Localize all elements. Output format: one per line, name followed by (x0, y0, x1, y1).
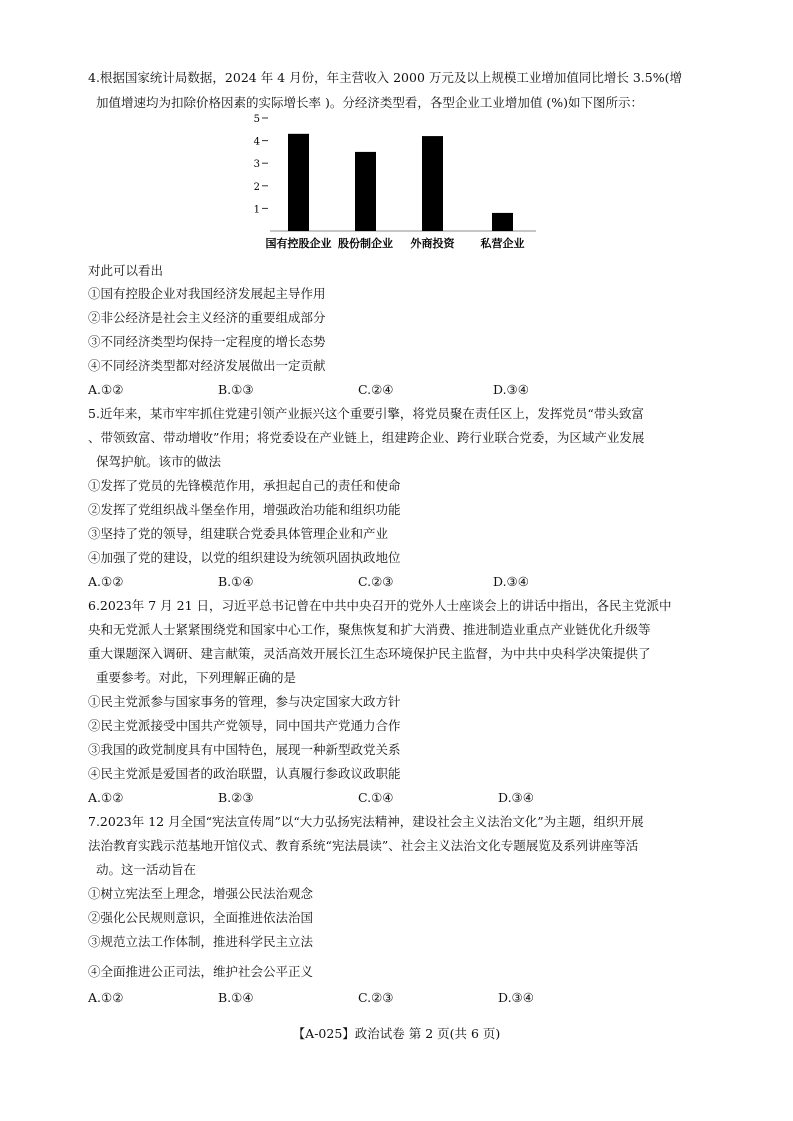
q4-options (88, 381, 708, 399)
bar-2 (355, 152, 376, 231)
q4-stem-line-2: 加值增速均为扣除价格因素的实际增长率 )。分经济类型看，各型企业工业增加值 (%)如下图所示： (96, 95, 643, 110)
y-tick-label: 3 (253, 159, 260, 171)
q6-options (88, 789, 708, 807)
bar-chart (240, 112, 540, 252)
q4-option-d[interactable]: D.③④ (493, 382, 529, 397)
q4-statement-4: ④不同经济类型都对经济发展做出一定贡献 (88, 358, 326, 373)
q7-option-d[interactable]: D.③④ (498, 990, 534, 1005)
q4-option-a[interactable]: A.①② (88, 382, 124, 397)
q5-option-b[interactable]: B.①④ (218, 574, 254, 589)
q6-option-a[interactable]: A.①② (88, 790, 124, 805)
page-footer: 【A-025】政治试卷 第 2 页(共 6 页) (292, 1026, 501, 1041)
bar-1 (288, 134, 309, 231)
q6-stem-line-1: 6.2023年 7 月 21 日，习近平总书记曾在中共中央召开的党外人士座谈会上的讲话中指出，各民主党派中 (88, 598, 672, 613)
q5-options (88, 573, 708, 591)
q4-option-c[interactable]: C.②④ (358, 382, 394, 397)
q6-stem-line-3: 重大课题深入调研、建言献策，灵活高效开展长江生态环境保护民主监督，为中共中央科学决策提供了 (88, 646, 651, 661)
bar-4 (492, 213, 513, 231)
y-tick-label: 1 (253, 204, 260, 216)
x-category-label: 外商投资 (410, 237, 455, 250)
q6-option-d[interactable]: D.③④ (498, 790, 534, 805)
q6-statement-3: ③我国的政党制度具有中国特色，展现一种新型政党关系 (88, 742, 401, 757)
q6-statement-4: ④民主党派是爱国者的政治联盟，认真履行参政议政职能 (88, 766, 401, 781)
q5-stem-line-3: 保驾护航。该市的做法 (96, 454, 222, 469)
q7-stem-line-1: 7.2023年 12 月全国“宪法宣传周”以“大力弘扬宪法精神，建设社会主义法治文化”为主题，组织开展 (88, 814, 644, 829)
y-tick-label: 2 (253, 181, 260, 193)
q6-statement-2: ②民主党派接受中国共产党领导，同中国共产党通力合作 (88, 718, 401, 733)
q5-statement-4: ④加强了党的建设，以党的组织建设为统领巩固执政地位 (88, 550, 401, 565)
q7-statement-2: ②强化公民规则意识，全面推进依法治国 (88, 910, 314, 925)
q6-stem-line-4: 重要参考。对此，下列理解正确的是 (96, 670, 297, 685)
q4-stem-line-1: 4.根据国家统计局数据，2024 年 4 月份，年主营收入 2000 万元及以上规模工业增加值同比增长 3.5%(增 (88, 70, 682, 85)
q5-statement-1: ①发挥了党员的先锋模范作用，承担起自己的责任和使命 (88, 478, 401, 493)
q7-statement-3: ③规范立法工作体制，推进科学民主立法 (88, 934, 314, 949)
q5-option-c[interactable]: C.②③ (358, 574, 394, 589)
q5-stem-line-1: 5.近年来，某市牢牢抓住党建引领产业振兴这个重要引擎，将党员聚在责任区上，发挥党员“带头致富 (88, 406, 644, 421)
q4-lead-in: 对此可以看出 (88, 263, 164, 278)
y-axis-ticks (254, 114, 268, 215)
q7-option-a[interactable]: A.①② (88, 990, 124, 1005)
q6-stem-line-2: 央和无党派人士紧紧围绕党和国家中心工作，聚焦恢复和扩大消费、推进制造业重点产业链优化升级等 (88, 622, 651, 637)
x-category-label: 私营企业 (480, 237, 525, 250)
y-tick-label: 5 (253, 114, 260, 125)
q5-statement-2: ②发挥了党组织战斗堡垒作用，增强政治功能和组织功能 (88, 502, 401, 517)
q4-statement-1: ①国有控股企业对我国经济发展起主导作用 (88, 286, 326, 301)
q5-option-a[interactable]: A.①② (88, 574, 124, 589)
x-category-label: 股份制企业 (338, 237, 393, 250)
q7-stem-line-2: 法治教育实践示范基地开馆仪式、教育系统“宪法晨读”、社会主义法治文化专题展览及系列讲座等活 (88, 838, 639, 853)
q4-statement-3: ③不同经济类型均保持一定程度的增长态势 (88, 334, 326, 349)
q7-option-c[interactable]: C.②③ (358, 990, 394, 1005)
q7-statement-1: ①树立宪法至上理念，增强公民法治观念 (88, 886, 314, 901)
bars (270, 134, 536, 231)
y-tick-label: 4 (253, 136, 260, 148)
q4-statement-2: ②非公经济是社会主义经济的重要组成部分 (88, 310, 326, 325)
q5-option-d[interactable]: D.③④ (493, 574, 529, 589)
q7-statement-4: ④全面推进公正司法，维护社会公平正义 (88, 964, 314, 979)
q6-option-b[interactable]: B.②③ (218, 790, 254, 805)
q4-option-b[interactable]: B.①③ (218, 382, 254, 397)
q7-stem-line-3: 动。这一活动旨在 (96, 862, 197, 877)
q5-stem-line-2: 、带领致富、带动增收”作用；将党委设在产业链上，组建跨企业、跨行业联合党委，为区域产业发展 (88, 430, 645, 445)
bar-3 (422, 136, 443, 231)
q6-statement-1: ①民主党派参与国家事务的管理，参与决定国家大政方针 (88, 694, 401, 709)
q7-options (88, 989, 708, 1007)
q7-option-b[interactable]: B.①④ (218, 990, 254, 1005)
q6-option-c[interactable]: C.①④ (358, 790, 394, 805)
x-axis-labels (266, 236, 525, 250)
q5-statement-3: ③坚持了党的领导，组建联合党委具体管理企业和产业 (88, 526, 389, 541)
x-category-label: 国有控股企业 (265, 237, 332, 250)
